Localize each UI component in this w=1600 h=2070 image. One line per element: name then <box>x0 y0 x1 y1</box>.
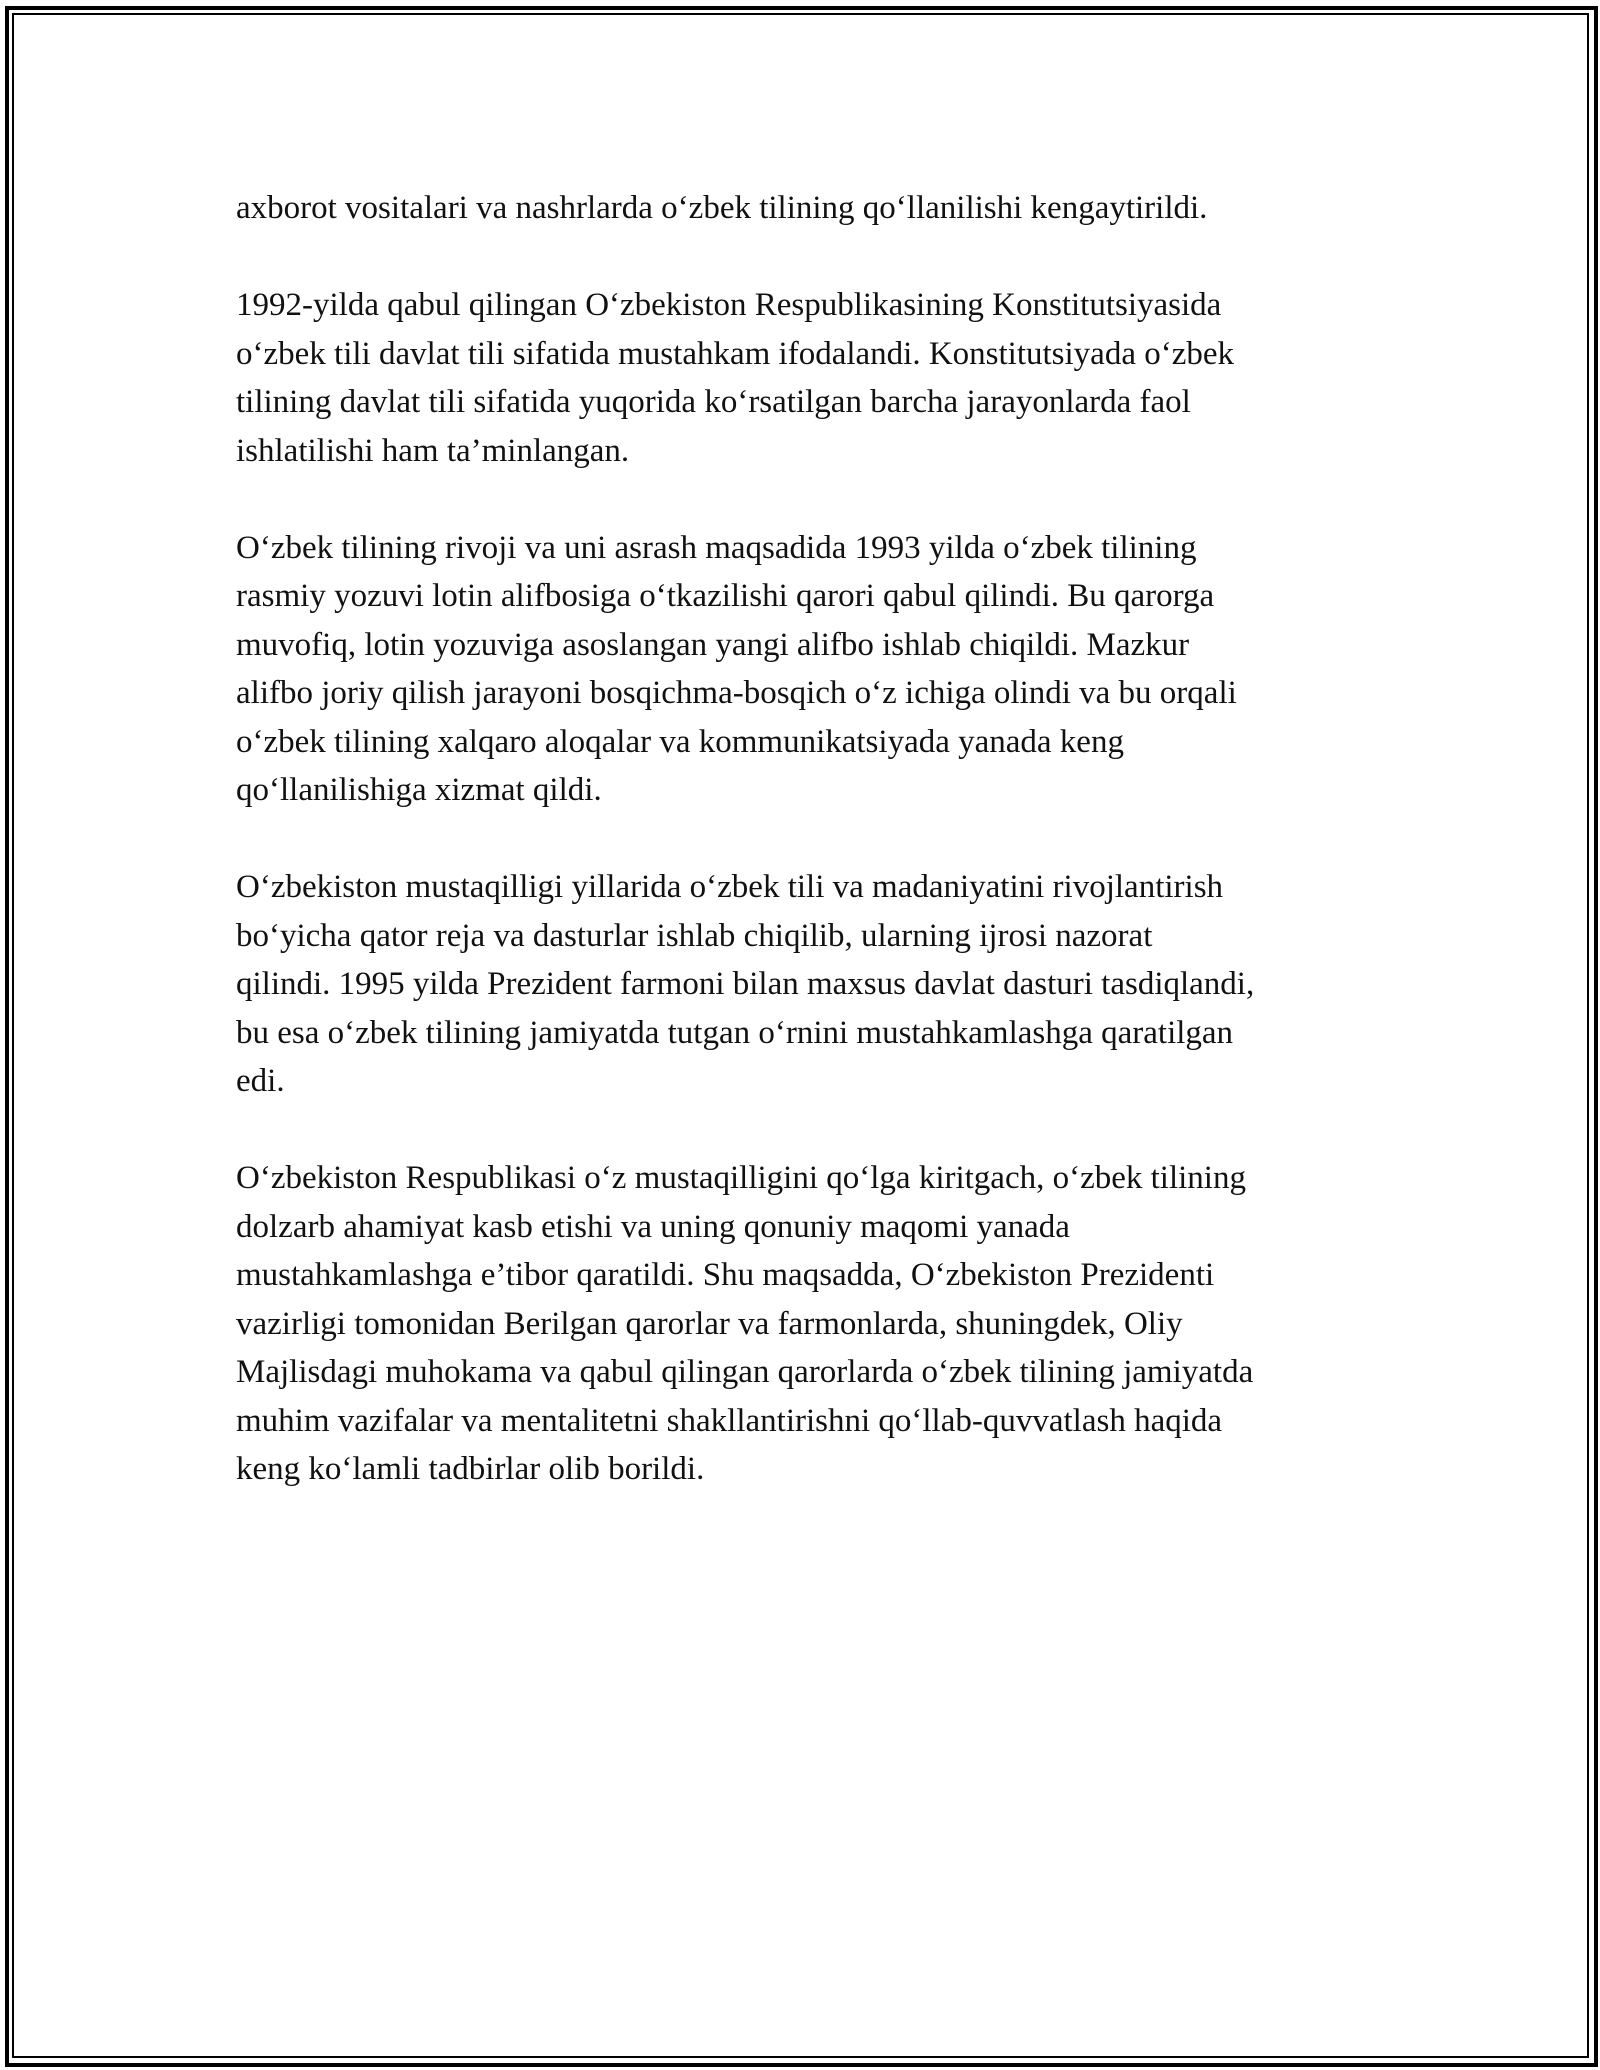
text-line: alifbo joriy qilish jarayoni bosqichma-bosqich oʻz ichiga olindi va bu orqali <box>236 675 1237 711</box>
text-line: Oʻzbekiston mustaqilligi yillarida oʻzbek tili va madaniyatini rivojlantirish <box>236 869 1224 905</box>
text-line: axborot vositalari va nashrlarda oʻzbek tilining qoʻllanilishi kengaytirildi. <box>236 190 1208 226</box>
text-line: muvofiq, lotin yozuviga asoslangan yangi alifbo ishlab chiqildi. Mazkur <box>236 626 1190 663</box>
document-body <box>236 184 1386 1542</box>
text-line: oʻzbek tilining xalqaro aloqalar va kommunikatsiyada yanada keng <box>236 723 1124 760</box>
paragraph-5 <box>236 1154 1386 1494</box>
text-line: keng koʻlamli tadbirlar olib borildi. <box>236 1451 705 1487</box>
text-line: vazirligi tomonidan Berilgan qarorlar va farmonlarda, shuningdek, Oliy <box>236 1305 1183 1342</box>
text-line: rasmiy yozuvi lotin alifbosiga oʻtkazilishi qarori qabul qilindi. Bu qarorga <box>236 578 1215 614</box>
text-line: bu esa oʻzbek tilining jamiyatda tutgan oʻrnini mustahkamlashga qaratilgan <box>236 1014 1234 1051</box>
text-line: Oʻzbek tilining rivoji va uni asrash maqsadida 1993 yilda oʻzbek tilining <box>236 529 1197 566</box>
text-line: edi. <box>236 1063 285 1099</box>
text-line: ishlatilishi ham ta’minlangan. <box>236 432 630 469</box>
paragraph-4 <box>236 863 1386 1106</box>
paragraph-3 <box>236 524 1386 815</box>
text-line: qoʻllanilishiga xizmat qildi. <box>236 772 602 808</box>
text-line: Oʻzbekiston Respublikasi oʻz mustaqilligini qoʻlga kiritgach, oʻzbek tilining <box>236 1160 1246 1196</box>
paragraph-1 <box>236 184 1386 233</box>
text-line: Majlisdagi muhokama va qabul qilingan qarorlarda oʻzbek tilining jamiyatda <box>236 1354 1254 1390</box>
text-line: tilining davlat tili sifatida yuqorida koʻrsatilgan barcha jarayonlarda faol <box>236 384 1191 420</box>
paragraph-2 <box>236 281 1386 475</box>
text-line: oʻzbek tili davlat tili sifatida mustahkam ifodalandi. Konstitutsiyada oʻzbek <box>236 335 1235 372</box>
text-line: dolzarb ahamiyat kasb etishi va uning qonuniy maqomi yanada <box>236 1208 1070 1245</box>
text-line: mustahkamlashga e’tibor qaratildi. Shu maqsadda, Oʻzbekiston Prezidenti <box>236 1257 1215 1293</box>
text-line: qilindi. 1995 yilda Prezident farmoni bilan maxsus davlat dasturi tasdiqlandi, <box>236 966 1255 1002</box>
text-line: 1992-yilda qabul qilingan Oʻzbekiston Respublikasining Konstitutsiyasida <box>236 287 1222 323</box>
text-line: muhim vazifalar va mentalitetni shakllantirishni qoʻllab-quvvatlash haqida <box>236 1402 1223 1439</box>
text-line: boʻyicha qator reja va dasturlar ishlab chiqilib, ularning ijrosi nazorat <box>236 917 1153 954</box>
